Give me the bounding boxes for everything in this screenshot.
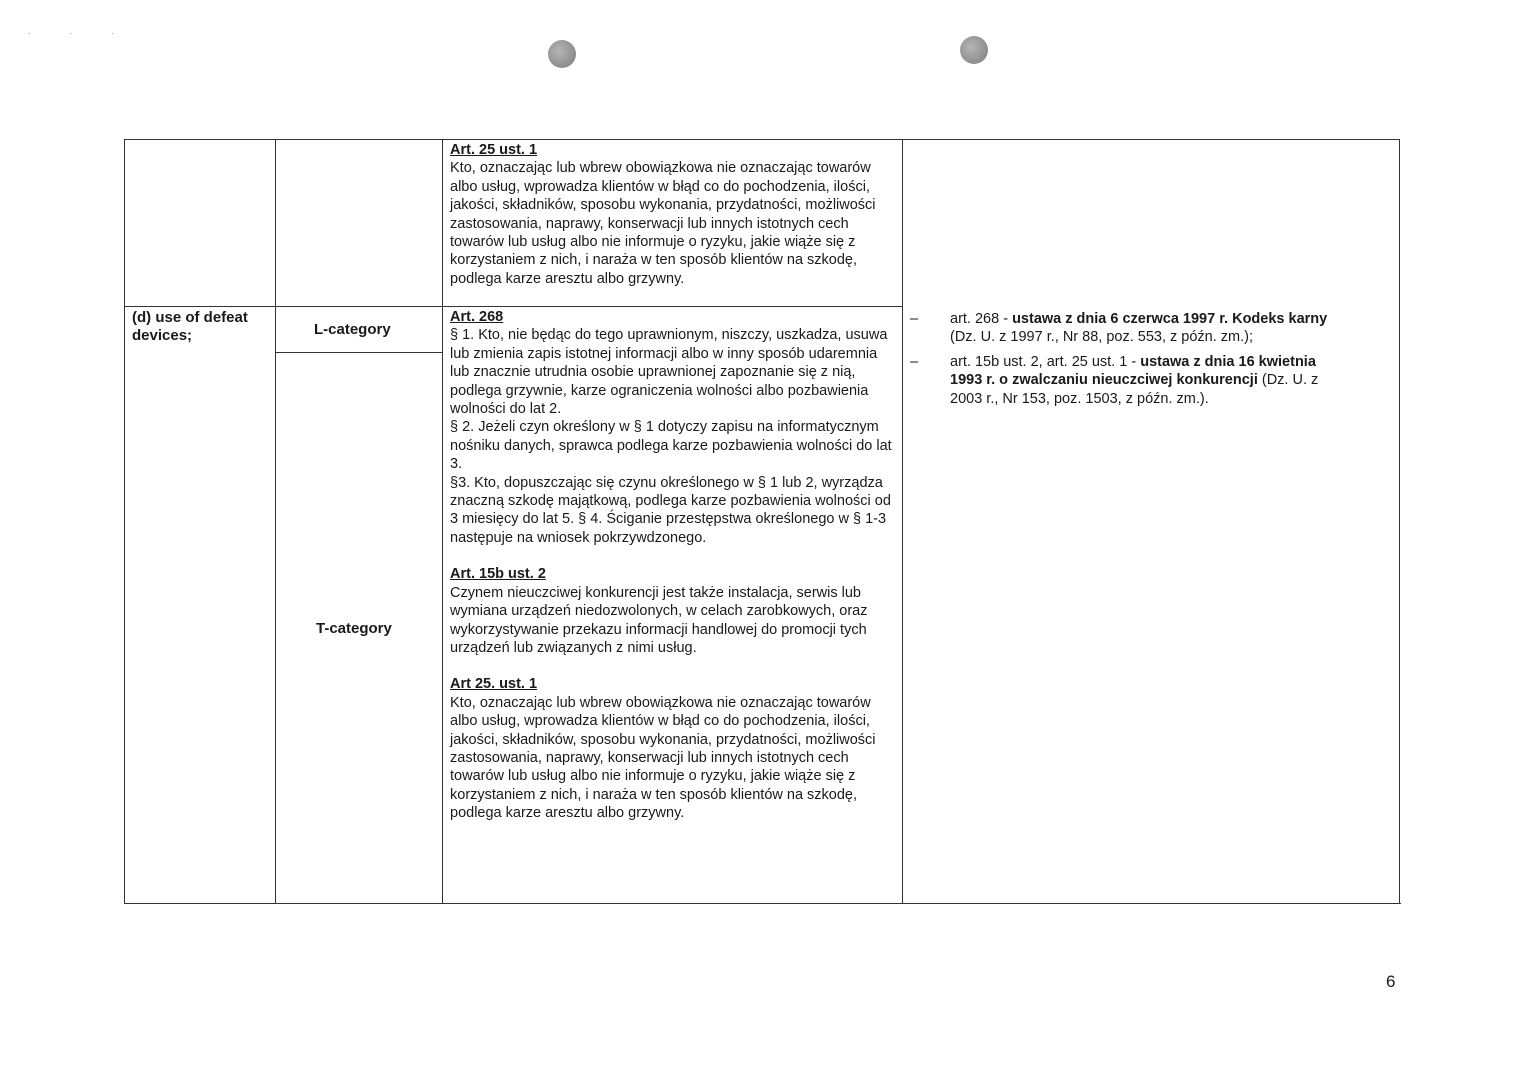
article-paragraph: § 2. Jeżeli czyn określony w § 1 dotyczy zapisu na informatycznym nośniku danych, sprawca podlega karze pozbawienia wolności do lat 3.: [450, 419, 892, 473]
row-label: (d) use of defeat devices;: [132, 309, 248, 344]
table-left-border: [124, 139, 125, 904]
category-t: T-category: [316, 620, 392, 637]
article-text: Czynem nieuczciwej konkurencji jest także instalacja, serwis lub wymiana urządzeń niedozwolonych, w celach zarobkowych, oraz wykorzystywanie przekazu informacji handlowej do promocji tych urządzeń lub związanych z nimi usług.: [450, 584, 868, 656]
reference-act-title: ustawa z dnia 16 kwietnia 1993 r. o zwalczaniu nieuczciwej konkurencji: [950, 353, 1316, 389]
article-paragraph: § 1. Kto, nie będąc do tego uprawnionym, niszczy, uszkadza, usuwa lub zmienia zapis istotnej informacji albo w inny sposób udaremnia lub znacznie utrudnia osobie uprawnionej zapoznanie się z nią, podlega grzywnie, karze ograniczenia wolności albo pozbawienia wolności do lat 2.: [450, 327, 888, 418]
references-list: [910, 310, 1350, 414]
reference-act-title: ustawa z dnia 6 czerwca 1997 r. Kodeks karny: [1012, 311, 1328, 327]
article-heading: Art. 15b ust. 2: [450, 566, 546, 583]
scan-specks: · · ·: [28, 28, 132, 38]
reference-prefix: art. 15b ust. 2, art. 25 ust. 1 -: [950, 353, 1141, 370]
main-block: [450, 308, 898, 823]
punch-hole-right: [960, 36, 988, 64]
page-number: 6: [1386, 972, 1396, 991]
reference-prefix: art. 268 -: [950, 311, 1013, 327]
row-divider: [124, 306, 902, 307]
article-heading: Art 25. ust. 1: [450, 676, 538, 693]
article-text: Kto, oznaczając lub wbrew obowiązkowa nie oznaczając towarów albo usług, wprowadza klientów w błąd co do pochodzenia, ilości, jakości, składników, sposobu wykonania, przydatności, możliwości zastosowania, naprawy, konserwacji lub innych istotnych cech towarów lub usług albo nie informuje o ryzyku, jakie wiąże się z korzystaniem z nich, i naraża w ten sposób klientów na szkodę, podlega karze aresztu albo grzywny.: [450, 694, 876, 822]
table-top-border: [124, 139, 1400, 140]
table-bottom-border: [124, 903, 1401, 904]
table-right-border: [1399, 139, 1400, 904]
reference-item: [910, 310, 1350, 347]
col-divider-2: [442, 139, 443, 904]
list-dash: –: [910, 353, 919, 370]
reference-item: [910, 353, 1350, 408]
reference-citation: (Dz. U. z 2003 r., Nr 153, poz. 1503, z późn. zm.).: [950, 372, 1319, 407]
article-paragraph: §3. Kto, dopuszczając się czynu określonego w § 1 lub 2, wyrządza znaczną szkodę majątkową, podlega karze pozbawienia wolności od 3 miesięcy do lat 5. § 4. Ściganie przestępstwa określonego w § 1-3 następuje na wniosek pokrzywdzonego.: [450, 474, 891, 546]
category-divider: [275, 352, 442, 353]
category-l: L-category: [314, 321, 391, 338]
article-heading: Art. 25 ust. 1: [450, 142, 538, 158]
col-divider-1: [275, 139, 276, 904]
punch-hole-left: [548, 40, 576, 68]
col-divider-3: [902, 139, 903, 904]
top-block: [450, 141, 898, 288]
article-heading: Art. 268: [450, 309, 504, 325]
reference-citation: (Dz. U. z 1997 r., Nr 88, poz. 553, z późn. zm.);: [950, 329, 1254, 346]
article-text: Kto, oznaczając lub wbrew obowiązkowa nie oznaczając towarów albo usług, wprowadza klientów w błąd co do pochodzenia, ilości, jakości, składników, sposobu wykonania, przydatności, możliwości zastosowania, naprawy, konserwacji lub innych istotnych cech towarów lub usług albo nie informuje o ryzyku, jakie wiąże się z korzystaniem z nich, i naraża w ten sposób klientów na szkodę, podlega karze aresztu albo grzywny.: [450, 160, 876, 287]
list-dash: –: [910, 311, 919, 327]
